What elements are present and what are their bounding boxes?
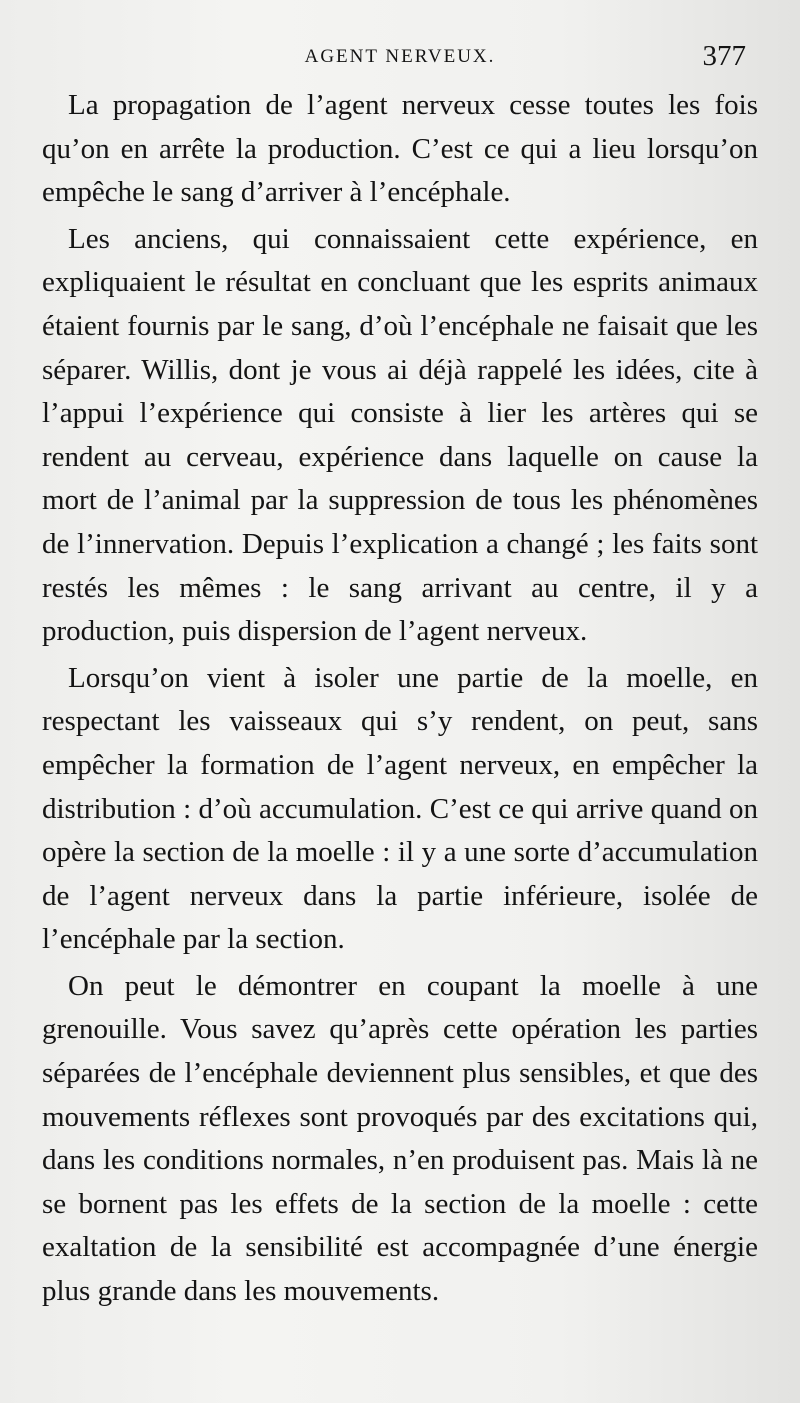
paragraph-4: On peut le démontrer en coupant la moelle à une grenouille. Vous savez qu’après cette opération les parties séparées de l’encéphale deviennent plus sensibles, et que des mouvements réflexes sont provoqués par des excitations qui, dans les conditions normales, n’en produisent pas. Mais là ne se bornent pas les effets de la section de la moelle : cette exaltation de la sensibilité est accompagnée d’une énergie plus grande dans les mouvements. <box>42 969 758 1308</box>
running-title: AGENT NERVEUX. <box>304 46 496 67</box>
paragraph-1: La propagation de l’agent nerveux cesse toutes les fois qu’on en arrête la production. C’est ce qui a lieu lorsqu’on empêche le sang d’arriver à l’encéphale. <box>42 89 758 209</box>
body-text <box>42 84 758 1317</box>
page-header <box>40 40 760 80</box>
paragraph-3: Lorsqu’on vient à isoler une partie de la moelle, en respectant les vaisseaux qui s’y rendent, on peut, sans empêcher la formation de l’agent nerveux, en empêcher la distribution : d’où accumulation. C’est ce qui arrive quand on opère la section de la moelle : il y a une sorte d’accumulation de l’agent nerveux dans la partie inférieure, isolée de l’encéphale par la section. <box>42 661 758 956</box>
page-number: 377 <box>702 40 746 72</box>
paragraph-2: Les anciens, qui connaissaient cette expérience, en expliquaient le résultat en concluant que les esprits animaux étaient fournis par le sang, d’où l’encéphale ne faisait que les séparer. Willis, dont je vous ai déjà rappelé les idées, cite à l’appui l’expérience qui consiste à lier les artères qui se rendent au cerveau, expérience dans laquelle on cause la mort de l’animal par la suppression de tous les phénomènes de l’innervation. Depuis l’explication a changé ; les faits sont restés les mêmes : le sang arrivant au centre, il y a production, puis dispersion de l’agent nerveux. <box>42 222 758 648</box>
